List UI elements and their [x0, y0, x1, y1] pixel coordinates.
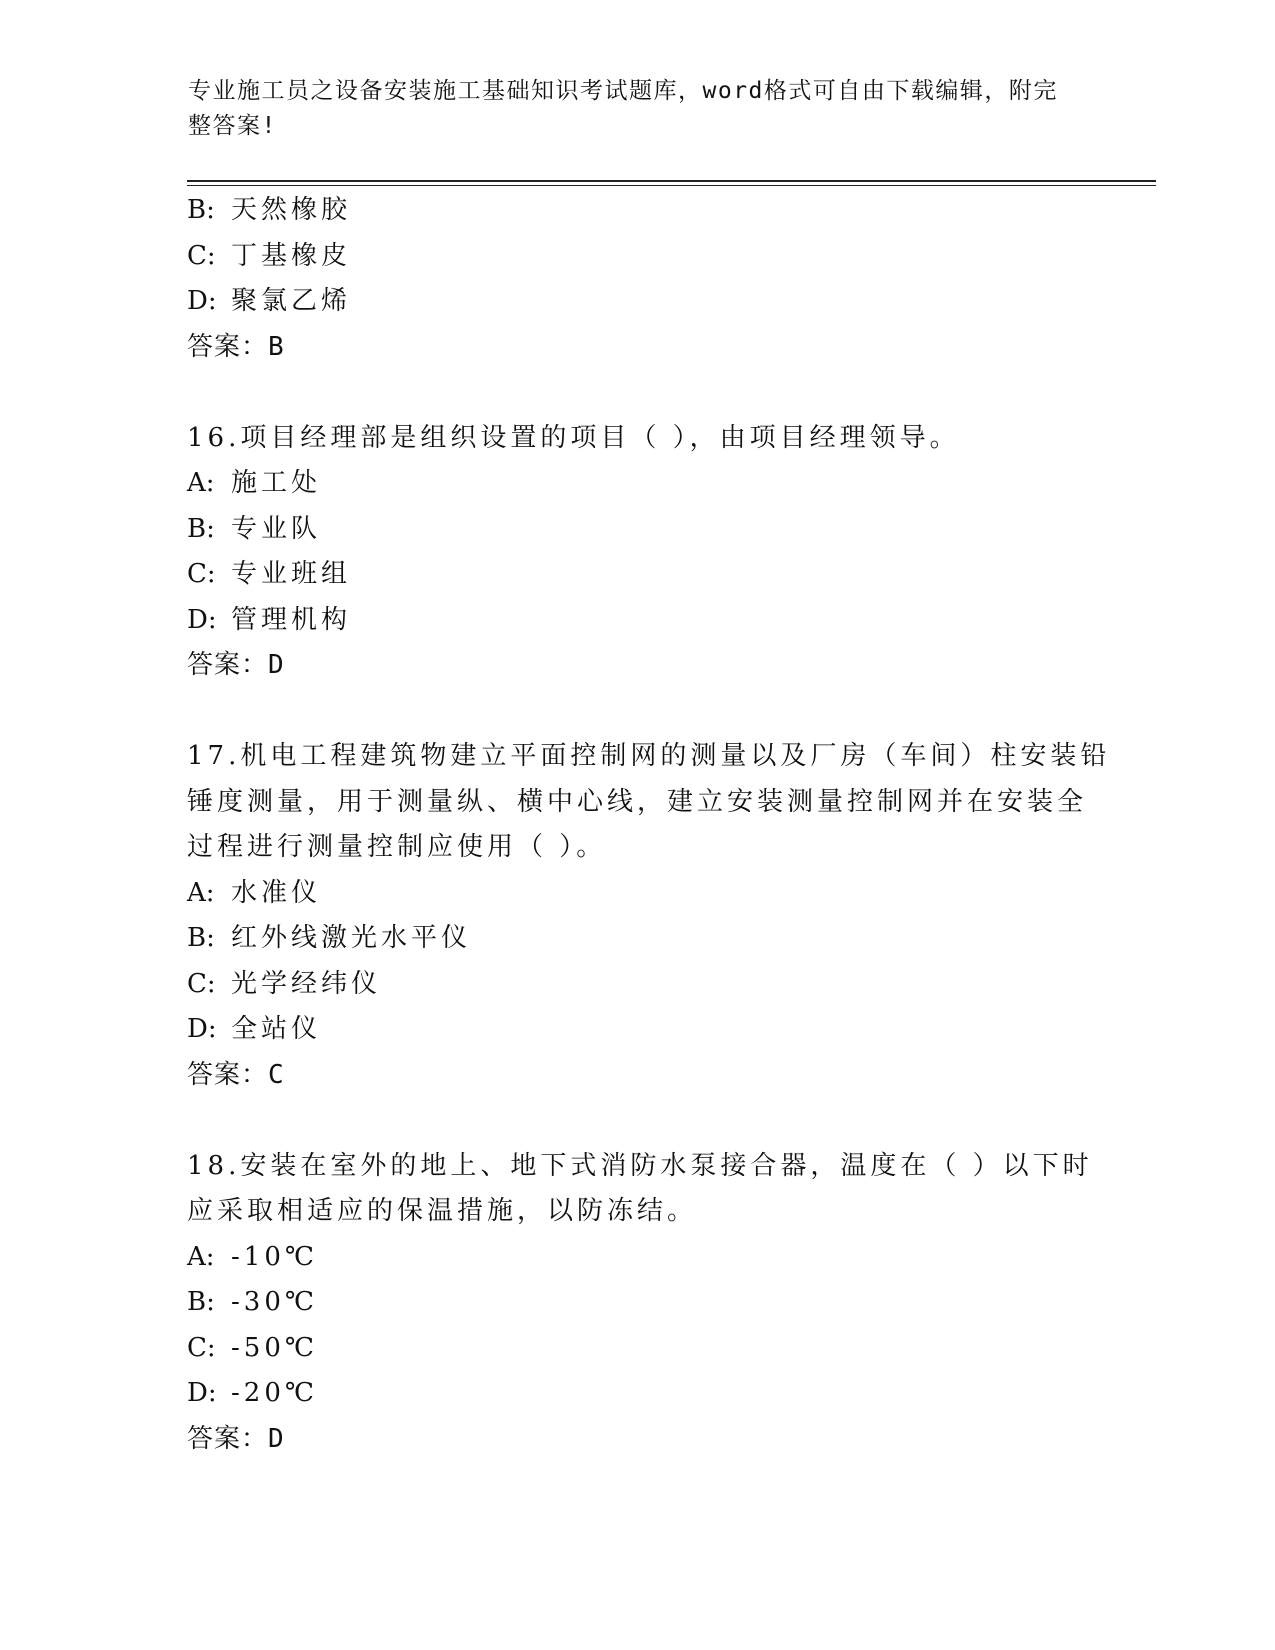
option-text: 专业队: [231, 513, 322, 544]
option-text: -50℃: [231, 1332, 318, 1363]
header-title-line-2: 整答案!: [188, 113, 277, 139]
question-text-line-2: 锤度测量，用于测量纵、横中心线，建立安装测量控制网并在安装全: [187, 786, 1088, 817]
question-list: [187, 188, 1111, 1462]
spacer: [187, 370, 1087, 416]
header-title-line-1: 专业施工员之设备安装施工基础知识考试题库，word格式可自由下载编辑，附完: [188, 78, 1058, 104]
option-text: 水准仪: [231, 877, 322, 908]
option-key: D:: [187, 604, 217, 635]
option-d: [187, 598, 1087, 644]
option-text: 施工处: [231, 468, 322, 498]
question-item-18: [187, 1144, 1093, 1463]
option-text: 红外线激光水平仪: [231, 923, 472, 953]
answer-line: 答案：B: [187, 331, 285, 362]
option-d: [187, 1371, 1087, 1417]
option-d: [187, 1007, 1087, 1053]
option-key: B:: [187, 923, 215, 953]
option-b: [187, 1280, 1087, 1326]
header-divider-top: [187, 180, 1156, 182]
option-a: [187, 461, 1087, 507]
option-key: B:: [187, 195, 215, 225]
option-key: D:: [187, 1378, 217, 1408]
option-a: [187, 1235, 1087, 1281]
option-text: 专业班组: [231, 559, 352, 589]
option-key: B:: [187, 513, 215, 544]
spacer: [187, 1098, 1087, 1144]
question-text-line-1: 17.机电工程建筑物建立平面控制网的测量以及厂房（车间）柱安装铅: [187, 741, 1111, 771]
option-c: [187, 1326, 1087, 1372]
option-key: B:: [187, 1287, 215, 1317]
option-key: A:: [187, 877, 215, 908]
option-a: [187, 871, 1087, 917]
option-text: -20℃: [231, 1378, 318, 1408]
header-divider-bottom: [187, 185, 1156, 186]
option-text: 丁基橡皮: [231, 240, 352, 271]
option-text: -10℃: [231, 1241, 318, 1272]
option-text: 天然橡胶: [231, 195, 352, 225]
answer-line: 答案：D: [187, 650, 285, 680]
answer-line: 答案：C: [187, 1059, 285, 1090]
option-b: [187, 916, 1087, 962]
spacer: [187, 689, 1087, 735]
option-key: A:: [187, 468, 215, 498]
question-item-16: [187, 416, 1087, 689]
option-d: [187, 279, 1087, 325]
option-b: [187, 188, 1087, 234]
question-item-17: [187, 734, 1111, 1098]
option-c: [187, 962, 1087, 1008]
option-text: 管理机构: [231, 604, 352, 635]
question-text-line-1: 18.安装在室外的地上、地下式消防水泵接合器，温度在（ ）以下时: [187, 1150, 1093, 1181]
question-text-line-2: 应采取相适应的保温措施，以防冻结。: [187, 1196, 698, 1226]
question-text: 16.项目经理部是组织设置的项目（ ），由项目经理领导。: [187, 422, 960, 453]
option-c: [187, 234, 1087, 280]
option-key: C:: [187, 1332, 216, 1363]
option-text: 光学经纬仪: [231, 968, 382, 999]
option-key: D:: [187, 1014, 217, 1044]
option-key: A:: [187, 1241, 215, 1272]
option-b: [187, 507, 1087, 553]
option-text: 聚氯乙烯: [231, 286, 352, 316]
question-item-15: [187, 188, 1087, 370]
option-key: C:: [187, 968, 216, 999]
option-c: [187, 552, 1087, 598]
question-text-line-3: 过程进行测量控制应使用（ ）。: [187, 832, 607, 862]
option-key: D:: [187, 286, 217, 316]
answer-line: 答案：D: [187, 1423, 285, 1454]
option-key: C:: [187, 240, 216, 271]
document-header: [188, 74, 1068, 144]
option-key: C:: [187, 559, 216, 589]
option-text: -30℃: [231, 1287, 318, 1317]
option-text: 全站仪: [231, 1014, 322, 1044]
